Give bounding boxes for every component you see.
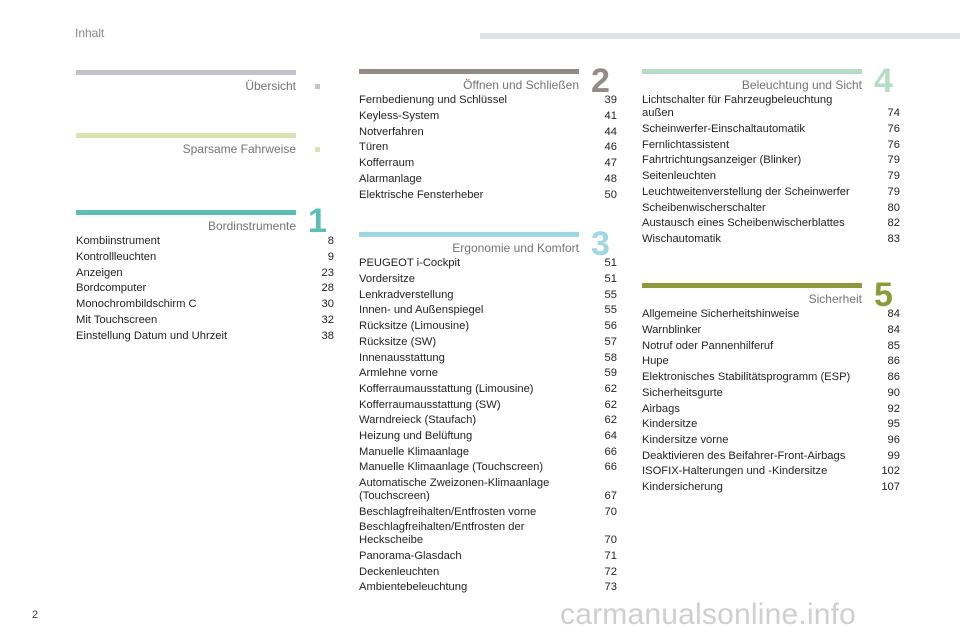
toc-entry[interactable] <box>359 580 617 596</box>
section-title: Ergonomie und Komfort <box>452 241 579 255</box>
toc-entry-page: 70 <box>604 505 617 518</box>
toc-entry-label: Beschlagfreihalten/Entfrosten vorne <box>359 505 537 518</box>
toc-entry-label: Airbags <box>642 402 680 415</box>
toc-entry[interactable] <box>359 93 617 109</box>
toc-entry-page: 85 <box>887 339 900 352</box>
toc-entry-page: 84 <box>887 308 900 321</box>
entry-list <box>76 234 334 344</box>
toc-entry-label: Innen- und Außenspiegel <box>359 304 484 317</box>
toc-entry-label: Kofferraum <box>359 157 415 170</box>
toc-entry[interactable] <box>359 444 617 460</box>
toc-entry[interactable] <box>359 171 617 187</box>
toc-entry-page: 70 <box>604 534 617 547</box>
toc-entry-page: 73 <box>604 581 617 594</box>
toc-entry-label: Kofferraumausstattung (Limousine) <box>359 382 534 395</box>
section-title: Sicherheit <box>808 292 862 306</box>
toc-entry[interactable] <box>642 370 900 386</box>
toc-entry[interactable] <box>642 93 900 122</box>
entry-list <box>359 93 617 203</box>
toc-entry[interactable] <box>76 234 334 250</box>
toc-entry-label: PEUGEOT i-Cockpit <box>359 257 461 270</box>
toc-entry-page: 50 <box>604 188 617 201</box>
toc-entry-page: 74 <box>887 107 900 120</box>
toc-entry-label: Lenkradverstellung <box>359 288 454 301</box>
section-bar <box>359 232 579 237</box>
entry-list <box>359 256 617 596</box>
section-number: 2 <box>591 62 610 100</box>
entry-list <box>642 307 900 495</box>
toc-entry-label: Türen <box>359 141 389 154</box>
section-number: 5 <box>874 276 893 314</box>
toc-entry[interactable] <box>642 464 900 480</box>
section-dot <box>315 84 320 89</box>
toc-entry[interactable] <box>359 549 617 565</box>
toc-entry-label: Kindersicherung <box>642 480 723 493</box>
toc-entry-page: 47 <box>604 157 617 170</box>
toc-entry-page: 39 <box>604 94 617 107</box>
toc-entry[interactable] <box>359 156 617 172</box>
toc-entry-label: Bordcomputer <box>76 282 147 295</box>
toc-entry-label: Notruf oder Pannenhilferuf <box>642 339 774 352</box>
toc-entry-page: 23 <box>321 266 334 279</box>
toc-entry-label: Warnblinker <box>642 324 702 337</box>
toc-entry-label: Monochrombildschirm C <box>76 298 197 311</box>
toc-entry[interactable] <box>76 312 334 328</box>
toc-entry-page: 96 <box>887 433 900 446</box>
toc-entry-label: Sicherheitsgurte <box>642 386 723 399</box>
toc-entry[interactable] <box>359 476 617 505</box>
toc-entry[interactable] <box>642 137 900 153</box>
toc-entry-label: Elektronisches Stabilitätsprogramm (ESP) <box>642 371 851 384</box>
toc-entry-label: Innenausstattung <box>359 351 445 364</box>
toc-entry[interactable] <box>642 354 900 370</box>
section-bar <box>642 69 862 74</box>
toc-entry-label: Notverfahren <box>359 125 424 138</box>
toc-entry-page: 62 <box>604 398 617 411</box>
toc-entry-page: 99 <box>887 449 900 462</box>
section-ergonomie <box>359 225 617 602</box>
toc-entry-page: 95 <box>887 418 900 431</box>
section-title: Sparsame Fahrweise <box>182 142 296 156</box>
toc-entry[interactable] <box>359 272 617 288</box>
toc-entry[interactable] <box>359 366 617 382</box>
toc-entry-page: 32 <box>321 313 334 326</box>
toc-entry-label: Elektrische Fensterheber <box>359 188 484 201</box>
section-sicherheit <box>642 276 900 498</box>
entry-list <box>642 93 900 247</box>
toc-entry[interactable] <box>359 382 617 398</box>
toc-entry-page: 83 <box>887 232 900 245</box>
section-bar <box>76 70 296 75</box>
toc-entry-label: Kofferraumausstattung (SW) <box>359 398 501 411</box>
toc-entry-label: Vordersitze <box>359 273 415 286</box>
toc-entry-label: Deaktivieren des Beifahrer-Front-Airbags <box>642 449 846 462</box>
toc-entry[interactable] <box>642 307 900 323</box>
toc-entry-page: 48 <box>604 172 617 185</box>
watermark: carmanualsonline.info <box>560 598 857 631</box>
toc-entry[interactable] <box>642 169 900 185</box>
toc-entry-page: 66 <box>604 445 617 458</box>
toc-entry[interactable] <box>359 564 617 580</box>
toc-entry-page: 79 <box>887 170 900 183</box>
toc-entry-page: 107 <box>881 480 900 493</box>
toc-entry[interactable] <box>76 281 334 297</box>
page-number: 2 <box>32 609 39 621</box>
toc-entry[interactable] <box>642 338 900 354</box>
section-bordinstrumente <box>76 202 334 350</box>
toc-entry-page: 72 <box>604 565 617 578</box>
toc-entry[interactable] <box>76 250 334 266</box>
toc-entry-page: 71 <box>604 550 617 563</box>
header-bar <box>480 33 960 39</box>
section-sparsam <box>76 133 296 163</box>
toc-entry-page: 66 <box>604 461 617 474</box>
toc-entry-page: 59 <box>604 367 617 380</box>
toc-entry[interactable] <box>642 417 900 433</box>
toc-entry-label: Automatische Zweizonen-Klimaanlage (Touchscreen) <box>359 477 550 503</box>
toc-entry-label: Fernbedienung und Schlüssel <box>359 94 508 107</box>
toc-entry-page: 82 <box>887 217 900 230</box>
toc-entry-label: Keyless-System <box>359 110 440 123</box>
toc-entry-label: Kindersitze <box>642 418 698 431</box>
toc-entry[interactable] <box>642 480 900 496</box>
toc-entry[interactable] <box>359 109 617 125</box>
section-title: Bordinstrumente <box>207 219 296 233</box>
toc-entry-page: 90 <box>887 386 900 399</box>
toc-entry-label: Warndreieck (Staufach) <box>359 414 477 427</box>
toc-entry-page: 79 <box>887 154 900 167</box>
toc-entry-page: 55 <box>604 288 617 301</box>
toc-entry[interactable] <box>76 265 334 281</box>
toc-entry[interactable] <box>359 520 617 549</box>
toc-entry-page: 86 <box>887 371 900 384</box>
toc-entry-page: 9 <box>327 251 334 264</box>
toc-entry[interactable] <box>359 350 617 366</box>
toc-entry-page: 44 <box>604 125 617 138</box>
toc-entry-label: Mit Touchscreen <box>76 313 158 326</box>
section-number: 1 <box>308 202 327 240</box>
toc-entry[interactable] <box>642 385 900 401</box>
toc-entry-page: 64 <box>604 429 617 442</box>
toc-entry-label: Beschlagfreihalten/Entfrosten der Heckscheibe <box>359 521 525 547</box>
toc-entry[interactable] <box>359 287 617 303</box>
toc-entry[interactable] <box>359 256 617 272</box>
section-title: Übersicht <box>245 79 296 93</box>
toc-entry-label: Kombiinstrument <box>76 235 160 248</box>
toc-entry-label: Ambientebeleuchtung <box>359 581 468 594</box>
toc-entry[interactable] <box>359 413 617 429</box>
toc-entry[interactable] <box>642 200 900 216</box>
section-bar <box>359 69 579 74</box>
toc-entry-label: Kontrollleuchten <box>76 251 157 264</box>
toc-entry-label: Fahrtrichtungsanzeiger (Blinker) <box>642 154 802 167</box>
toc-entry-page: 28 <box>321 282 334 295</box>
toc-entry-page: 86 <box>887 355 900 368</box>
toc-entry-page: 55 <box>604 304 617 317</box>
toc-entry-label: Fernlichtassistent <box>642 138 730 151</box>
toc-entry[interactable] <box>642 433 900 449</box>
toc-entry[interactable] <box>359 460 617 476</box>
toc-entry-label: Anzeigen <box>76 266 123 279</box>
toc-entry-page: 80 <box>887 201 900 214</box>
section-uebersicht <box>76 70 296 100</box>
section-number: 3 <box>591 225 610 263</box>
toc-entry[interactable] <box>76 328 334 344</box>
toc-entry-label: Rücksitze (SW) <box>359 335 437 348</box>
toc-entry[interactable] <box>642 232 900 248</box>
section-beleuchtung <box>642 62 900 259</box>
toc-entry-page: 76 <box>887 123 900 136</box>
section-bar <box>76 133 296 138</box>
toc-entry[interactable] <box>642 153 900 169</box>
section-title: Beleuchtung und Sicht <box>741 78 862 92</box>
toc-entry-page: 62 <box>604 382 617 395</box>
toc-entry-label: ISOFIX-Halterungen und -Kindersitze <box>642 465 828 478</box>
section-bar <box>642 283 862 288</box>
section-title: Öffnen und Schließen <box>463 78 579 92</box>
toc-entry-label: Manuelle Klimaanlage <box>359 445 470 458</box>
toc-entry-page: 76 <box>887 138 900 151</box>
toc-entry[interactable] <box>642 401 900 417</box>
toc-entry-page: 62 <box>604 414 617 427</box>
toc-entry[interactable] <box>359 124 617 140</box>
toc-entry[interactable] <box>642 184 900 200</box>
toc-entry[interactable] <box>359 429 617 445</box>
toc-entry-page: 84 <box>887 324 900 337</box>
toc-entry-page: 92 <box>887 402 900 415</box>
toc-entry[interactable] <box>359 187 617 203</box>
toc-entry-page: 67 <box>604 490 617 503</box>
toc-entry-page: 30 <box>321 298 334 311</box>
toc-entry-page: 102 <box>881 465 900 478</box>
toc-entry[interactable] <box>642 122 900 138</box>
toc-entry-page: 79 <box>887 185 900 198</box>
toc-entry[interactable] <box>642 216 900 232</box>
section-number: 4 <box>874 62 893 100</box>
toc-entry[interactable] <box>359 334 617 350</box>
toc-entry[interactable] <box>359 504 617 520</box>
toc-entry-label: Hupe <box>642 355 669 368</box>
toc-entry-page: 8 <box>327 235 334 248</box>
toc-entry-page: 57 <box>604 335 617 348</box>
toc-entry[interactable] <box>359 319 617 335</box>
toc-entry-label: Wischautomatik <box>642 232 721 245</box>
section-dot <box>315 147 320 152</box>
toc-entry-label: Scheibenwischerschalter <box>642 201 766 214</box>
section-bar <box>76 210 296 215</box>
toc-entry-label: Rücksitze (Limousine) <box>359 320 470 333</box>
toc-entry-label: Austausch eines Scheibenwischerblattes <box>642 217 845 230</box>
toc-entry-label: Heizung und Belüftung <box>359 429 473 442</box>
toc-entry-page: 46 <box>604 141 617 154</box>
toc-entry-label: Armlehne vorne <box>359 367 438 380</box>
toc-entry-label: Deckenleuchten <box>359 565 440 578</box>
toc-entry-label: Panorama-Glasdach <box>359 550 462 563</box>
toc-entry-label: Leuchtweitenverstellung der Scheinwerfer <box>642 185 850 198</box>
toc-entry-label: Kindersitze vorne <box>642 433 729 446</box>
toc-entry-label: Einstellung Datum und Uhrzeit <box>76 329 228 342</box>
toc-entry[interactable] <box>359 140 617 156</box>
toc-entry[interactable] <box>359 303 617 319</box>
toc-entry[interactable] <box>76 297 334 313</box>
toc-entry[interactable] <box>642 448 900 464</box>
toc-entry-page: 41 <box>604 110 617 123</box>
toc-entry[interactable] <box>642 323 900 339</box>
toc-entry-label: Lichtschalter für Fahrzeugbeleuchtung außen <box>642 94 833 120</box>
toc-entry-page: 51 <box>604 257 617 270</box>
toc-entry-label: Seitenleuchten <box>642 170 717 183</box>
toc-entry-page: 51 <box>604 273 617 286</box>
toc-entry[interactable] <box>359 397 617 413</box>
toc-entry-label: Scheinwerfer-Einschaltautomatik <box>642 123 805 136</box>
toc-entry-label: Manuelle Klimaanlage (Touchscreen) <box>359 461 544 474</box>
toc-entry-page: 38 <box>321 329 334 342</box>
header-title: Inhalt <box>75 26 105 40</box>
toc-entry-page: 56 <box>604 320 617 333</box>
toc-entry-label: Alarmanlage <box>359 172 422 185</box>
toc-entry-page: 58 <box>604 351 617 364</box>
toc-entry-label: Allgemeine Sicherheitshinweise <box>642 308 800 321</box>
section-oeffnen <box>359 62 617 209</box>
